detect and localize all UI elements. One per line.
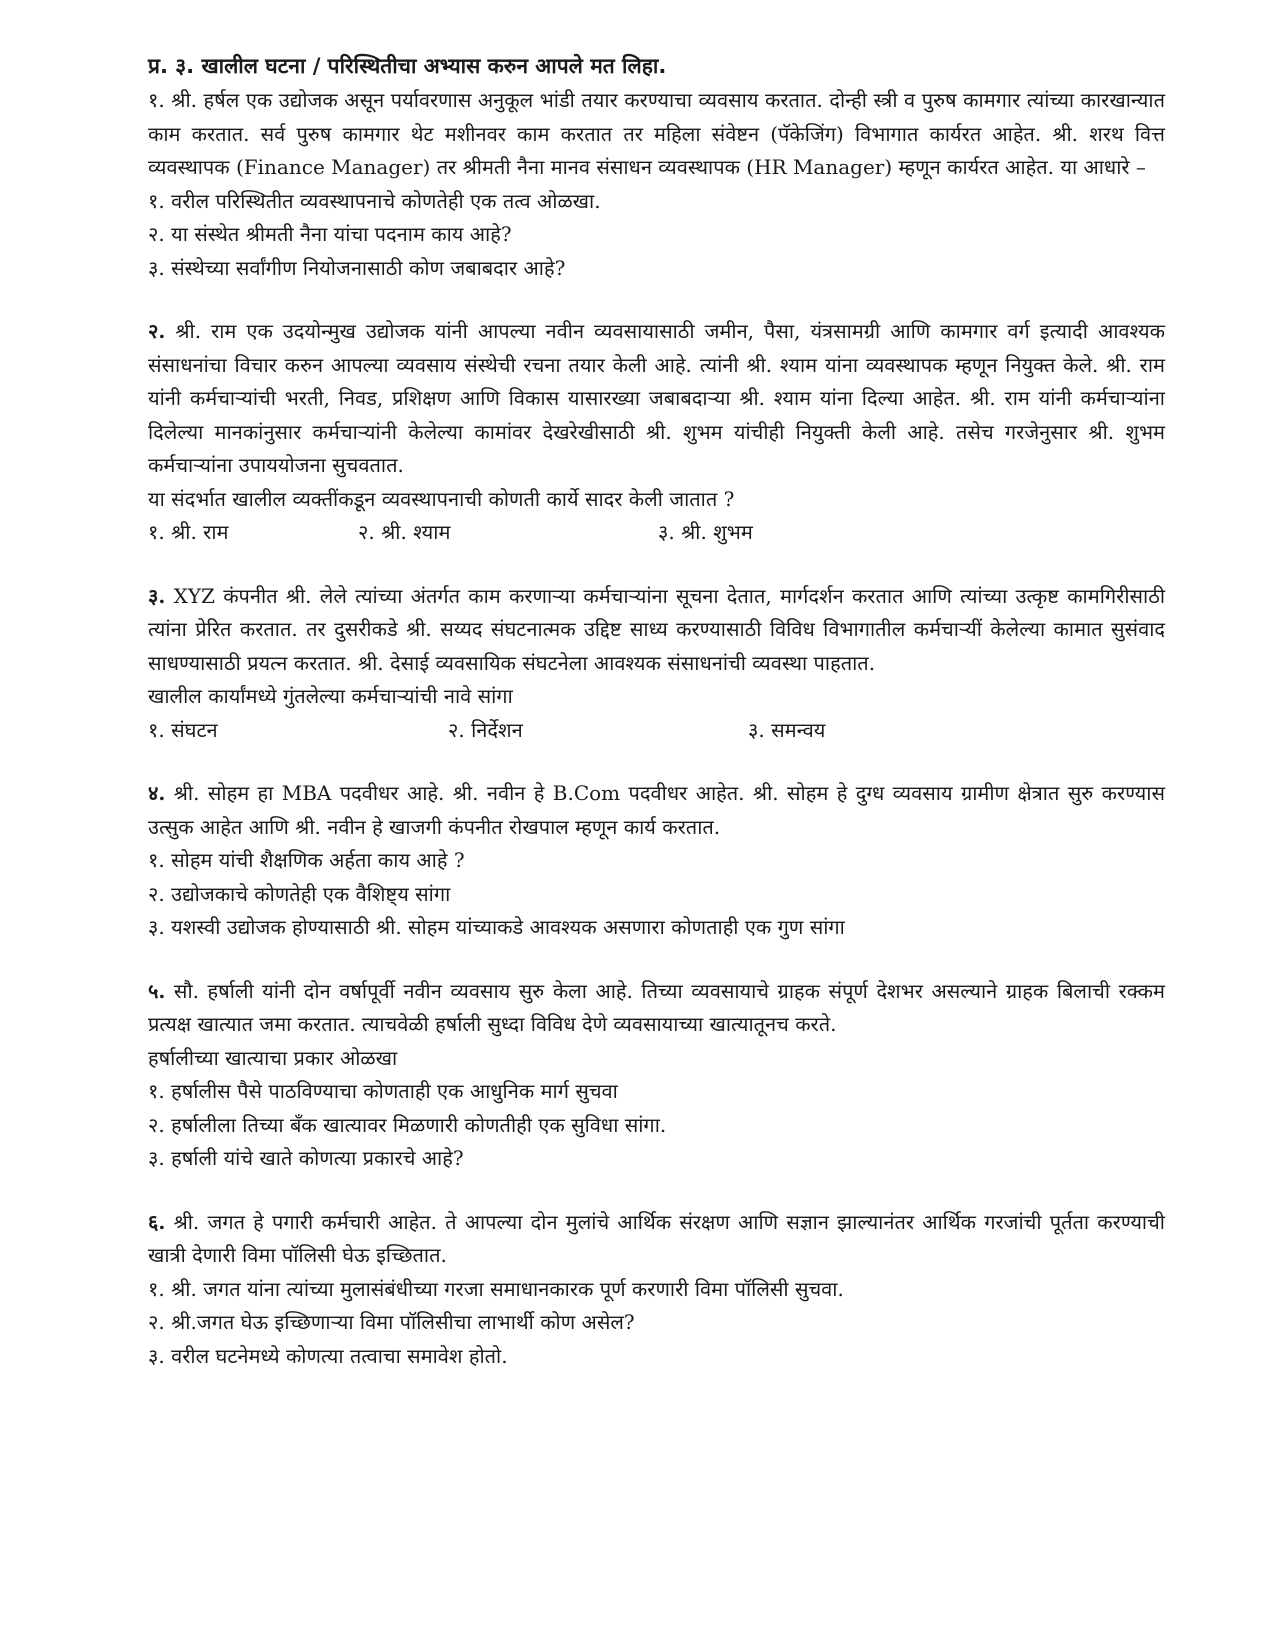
case-3-option-3: ३. समन्वय (748, 717, 826, 742)
question-heading: प्र. ३. खालील घटना / परिस्थितीचा अभ्यास करुन आपले मत लिहा. (148, 54, 667, 78)
case-6-question-2: २. श्री.जगत घेऊ इच्छिणाऱ्या विमा पॉलिसीचा लाभार्थी कोण असेल? (148, 1310, 635, 1334)
case-4-question-1: १. सोहम यांची शैक्षणिक अर्हता काय आहे ? (148, 848, 465, 872)
case-6-question-3: ३. वरील घटनेमध्ये कोणत्या तत्वाचा समावेश होतो. (148, 1343, 508, 1368)
case-2 (148, 315, 1165, 550)
case-2-option-1: १. श्री. राम (148, 520, 229, 544)
case-5-text (148, 975, 1165, 1042)
case-4-text (148, 777, 1165, 844)
case-1-question-1: १. वरील परिस्थितीत व्यवस्थापनाचे कोणतेही एक तत्व ओळखा. (148, 188, 601, 213)
case-1 (148, 84, 1165, 285)
case-3-prompt: खालील कार्यांमध्ये गुंतलेल्या कर्मचाऱ्यांची नावे सांगा (148, 684, 513, 708)
case-4-number: ४. (148, 781, 166, 805)
case-1-question-3: ३. संस्थेच्या सर्वांगीण नियोजनासाठी कोण जबाबदार आहे? (148, 255, 566, 280)
case-4-question-2: २. उद्योजकाचे कोणतेही एक वैशिष्ट्य सांगा (148, 881, 451, 906)
case-3-option-1: १. संघटन (148, 717, 218, 742)
case-3-number: ३. (148, 583, 166, 608)
case-2-options (148, 516, 1165, 550)
case-4-body: श्री. सोहम हा MBA पदवीधर आहे. श्री. नवीन हे B.Com पदवीधर आहेत. श्री. सोहम हे दुग्ध व्यवसाय ग्रामीण क्षेत्रात सुरु करण्यास उत्सुक आहेत आणि श्री. नवीन हे खाजगी कंपनीत रोखपाल म्हणून कार्य करतात. (148, 781, 1165, 839)
case-2-number: २. (148, 319, 166, 343)
case-4-question-3: ३. यशस्वी उद्योजक होण्यासाठी श्री. सोहम यांच्याकडे आवश्यक असणारा कोणताही एक गुण सांगा (148, 915, 845, 939)
case-6-question-1: १. श्री. जगत यांना त्यांच्या मुलासंबंधीच्या गरजा समाधानकारक पूर्ण करणारी विमा पॉलिसी सुचवा. (148, 1276, 844, 1301)
case-1-question-2: २. या संस्थेत श्रीमती नैना यांचा पदनाम काय आहे? (148, 222, 512, 246)
case-5-question-2: २. हर्षालीला तिच्या बँक खात्यावर मिळणारी कोणतीही एक सुविधा सांगा. (148, 1112, 667, 1137)
case-5 (148, 975, 1165, 1176)
case-2-text (148, 315, 1165, 483)
case-6-text (148, 1206, 1165, 1273)
case-5-body: सौ. हर्षाली यांनी दोन वर्षापूर्वी नवीन व्यवसाय सुरु केला आहे. तिच्या व्यवसायाचे ग्राहक संपूर्ण देशभर असल्याने ग्राहक बिलाची रक्कम प्रत्यक्ष खात्यात जमा करतात. त्याचवेळी हर्षाली सुध्दा विविध देणे व्यवसायाच्या खात्यातूनच करते. (148, 978, 1165, 1036)
case-2-body: श्री. राम एक उदयोन्मुख उद्योजक यांनी आपल्या नवीन व्यवसायासाठी जमीन, पैसा, यंत्रसामग्री आणि कामगार वर्ग इत्यादी आवश्यक संसाधनांचा विचार करुन आपल्या व्यवसाय संस्थेची रचना तयार केली आहे. त्यांनी श्री. श्याम यांना व्यवस्थापक म्हणून नियुक्त केले. श्री. राम यांनी कर्मचाऱ्यांची भरती, निवड, प्रशिक्षण आणि विकास यासारख्या जबाबदाऱ्या श्री. श्याम यांना दिल्या आहेत. श्री. राम यांनी कर्मचाऱ्यांना दिलेल्या मानकांनुसार कर्मचाऱ्यांनी केलेल्या कामांवर देखरेखीसाठी श्री. शुभम यांचीही नियुक्ती केली आहे. तसेच गरजेनुसार श्री. शुभम कर्मचाऱ्यांना उपाययोजना सुचवतात. (148, 319, 1165, 477)
case-2-option-2: २. श्री. श्याम (358, 520, 451, 544)
case-1-body: श्री. हर्षल एक उद्योजक असून पर्यावरणास अनुकूल भांडी तयार करण्याचा व्यवसाय करतात. दोन्ही स्त्री व पुरुष कामगार त्यांच्या कारखान्यात काम करतात. सर्व पुरुष कामगार थेट मशीनवर काम करतात तर महिला संवेष्टन (पॅकेजिंग) विभागात कार्यरत आहेत. श्री. शरथ वित्त व्यवस्थापक (Finance Manager) तर श्रीमती नैना मानव संसाधन व्यवस्थापक (HR Manager) म्हणून कार्यरत आहेत. या आधारे – (148, 88, 1165, 179)
case-1-number: १. (148, 88, 165, 112)
case-2-prompt: या संदर्भात खालील व्यक्तींकडून व्यवस्थापनाची कोणती कार्ये सादर केली जातात ? (148, 486, 735, 511)
case-5-question-3: ३. हर्षाली यांचे खाते कोणत्या प्रकारचे आहे? (148, 1146, 464, 1170)
case-6-number: ६. (148, 1209, 166, 1234)
case-5-prompt: हर्षालीच्या खात्याचा प्रकार ओळखा (148, 1045, 398, 1070)
case-4 (148, 777, 1165, 945)
case-2-option-3: ३. श्री. शुभम (658, 520, 753, 544)
case-3-body: XYZ कंपनीत श्री. लेले त्यांच्या अंतर्गत काम करणाऱ्या कर्मचाऱ्यांना सूचना देतात, मार्गदर्शन करतात आणि त्यांच्या उत्कृष्ट कामगिरीसाठी त्यांना प्रेरित करतात. तर दुसरीकडे श्री. सय्यद संघटनात्मक उद्दिष्ट साध्य करण्यासाठी विविध विभागातील कर्मचाऱ्यीं केलेल्या कामात सुसंवाद साधण्यासाठी प्रयत्न करतात. श्री. देसाई व्यवसायिक संघटनेला आवश्यक संसाधनांची व्यवस्था पाहतात. (148, 583, 1165, 675)
case-3-text (148, 580, 1165, 681)
case-1-text (148, 84, 1165, 185)
case-6 (148, 1206, 1165, 1374)
case-6-body: श्री. जगत हे पगारी कर्मचारी आहेत. ते आपल्या दोन मुलांचे आर्थिक संरक्षण आणि सज्ञान झाल्यानंतर आर्थिक गरजांची पूर्तता करण्याची खात्री देणारी विमा पॉलिसी घेऊ इच्छितात. (148, 1209, 1165, 1267)
case-5-question-1: १. हर्षालीस पैसे पाठविण्याचा कोणताही एक आधुनिक मार्ग सुचवा (148, 1079, 618, 1103)
case-3-option-2: २. निर्देशन (448, 717, 523, 742)
case-3-options (148, 714, 1165, 748)
case-5-number: ५. (148, 978, 166, 1003)
case-3 (148, 580, 1165, 748)
